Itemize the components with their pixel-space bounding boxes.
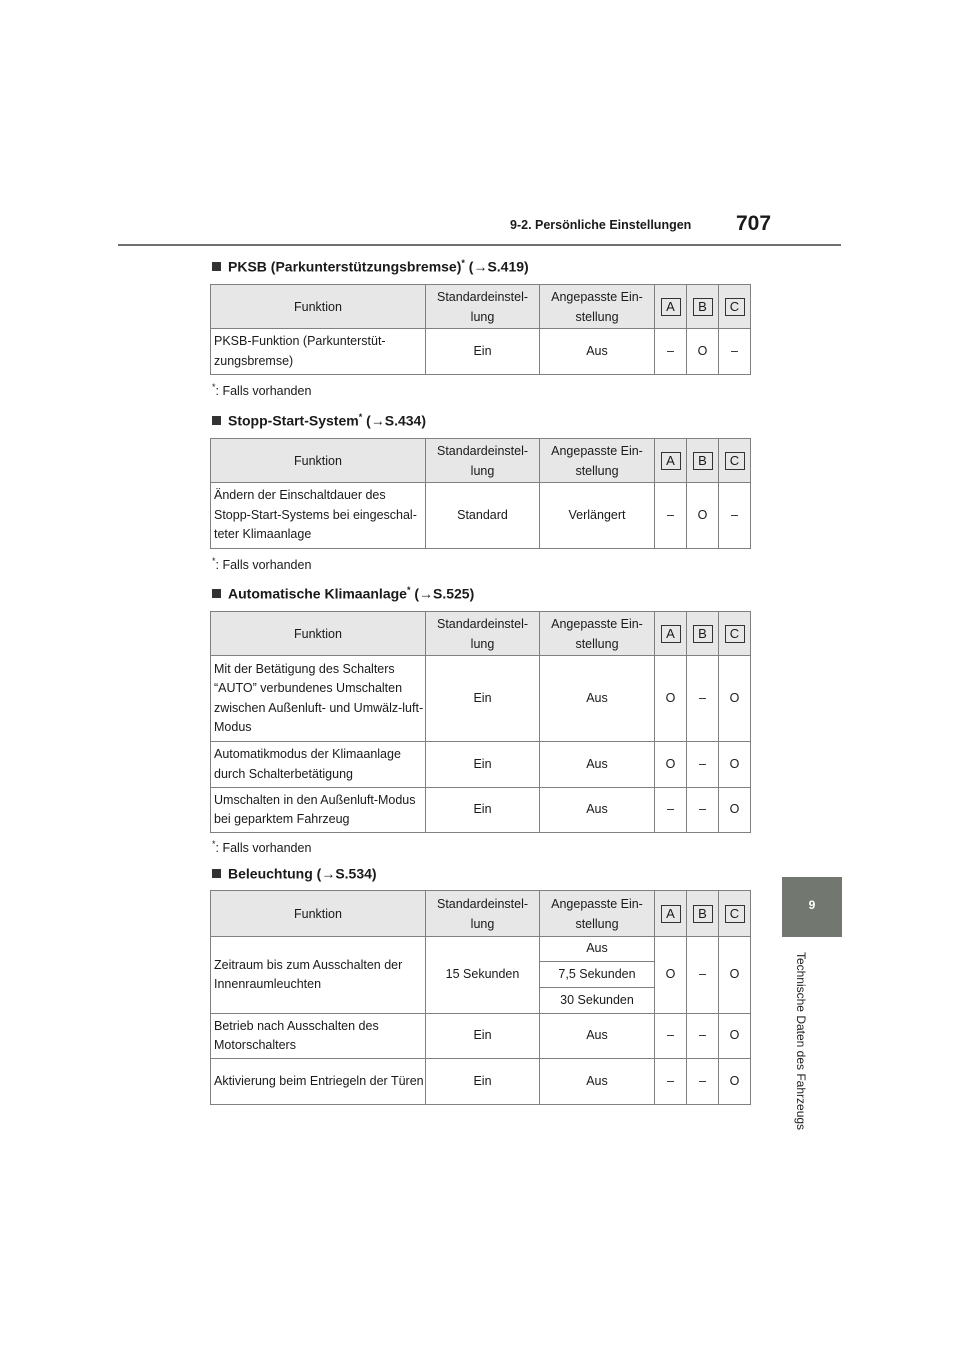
chapter-tab: 9 — [782, 877, 842, 937]
heading-beleuchtung: Beleuchtung (→S.534) — [212, 865, 377, 882]
table-stopp-start — [210, 438, 751, 549]
col-standard: Standardeinstel-lung — [426, 439, 540, 483]
table-row: Aktivierung beim Entriegeln der Türen Ein Aus – – O — [211, 1059, 751, 1105]
table-subrow: 7,5 Sekunden — [211, 962, 751, 988]
table-subrow: 30 Sekunden — [211, 988, 751, 1014]
footnote: *: Falls vorhanden — [212, 382, 312, 399]
col-c: C — [719, 439, 751, 483]
col-standard: Standardeinstel-lung — [426, 285, 540, 329]
col-a: A — [655, 439, 687, 483]
table-row: Umschalten in den Außenluft-Modus bei geparktem Fahrzeug Ein Aus – – O — [211, 788, 751, 833]
table-row: Betrieb nach Ausschalten des Motorschalters Ein Aus – – O — [211, 1014, 751, 1059]
col-angepasst: Angepasste Ein-stellung — [540, 612, 655, 656]
heading-klimaanlage: Automatische Klimaanlage* (→S.525) — [212, 585, 474, 602]
col-angepasst: Angepasste Ein-stellung — [540, 285, 655, 329]
col-c: C — [719, 285, 751, 329]
header-rule — [118, 244, 841, 246]
col-standard: Standardeinstel-lung — [426, 612, 540, 656]
col-standard: Standardeinstel-lung — [426, 891, 540, 937]
table-row: Mit der Betätigung des Schalters “AUTO” verbundenes Umschalten zwischen Außenluft- und Umwälz-luft-Modus Ein Aus O – O — [211, 656, 751, 742]
footnote: *: Falls vorhanden — [212, 556, 312, 573]
footnote: *: Falls vorhanden — [212, 839, 312, 856]
col-b: B — [687, 439, 719, 483]
col-funktion: Funktion — [211, 285, 426, 329]
col-funktion: Funktion — [211, 612, 426, 656]
col-a: A — [655, 891, 687, 937]
bullet-square-icon — [212, 589, 221, 598]
col-funktion: Funktion — [211, 439, 426, 483]
col-a: A — [655, 612, 687, 656]
table-pksb — [210, 284, 751, 375]
table-row: Automatikmodus der Klimaanlage durch Schalterbetätigung Ein Aus O – O — [211, 742, 751, 788]
table-row: Ändern der Einschaltdauer des Stopp-Start-Systems bei eingeschal-teter Klimaanlage Standard Verlängert – O – — [211, 483, 751, 549]
col-a: A — [655, 285, 687, 329]
heading-pksb: PKSB (Parkunterstützungsbremse)* (→S.419) — [212, 258, 529, 275]
table-beleuchtung — [210, 890, 751, 1105]
col-c: C — [719, 891, 751, 937]
col-b: B — [687, 285, 719, 329]
col-funktion: Funktion — [211, 891, 426, 937]
col-c: C — [719, 612, 751, 656]
table-row: PKSB-Funktion (Parkunterstüt-zungsbremse) Ein Aus – O – — [211, 329, 751, 375]
chapter-tab-label: Technische Daten des Fahrzeugs — [794, 951, 808, 1131]
page-number: 707 — [736, 212, 772, 235]
table-row: Zeitraum bis zum Ausschalten der Innenraumleuchten 15 Sekunden Aus O – O — [211, 937, 751, 962]
col-b: B — [687, 612, 719, 656]
heading-stopp-start: Stopp-Start-System* (→S.434) — [212, 412, 426, 429]
bullet-square-icon — [212, 262, 221, 271]
col-angepasst: Angepasste Ein-stellung — [540, 439, 655, 483]
table-klimaanlage — [210, 611, 751, 833]
bullet-square-icon — [212, 869, 221, 878]
bullet-square-icon — [212, 416, 221, 425]
section-title: 9-2. Persönliche Einstellungen — [510, 218, 692, 232]
col-b: B — [687, 891, 719, 937]
col-angepasst: Angepasste Ein-stellung — [540, 891, 655, 937]
